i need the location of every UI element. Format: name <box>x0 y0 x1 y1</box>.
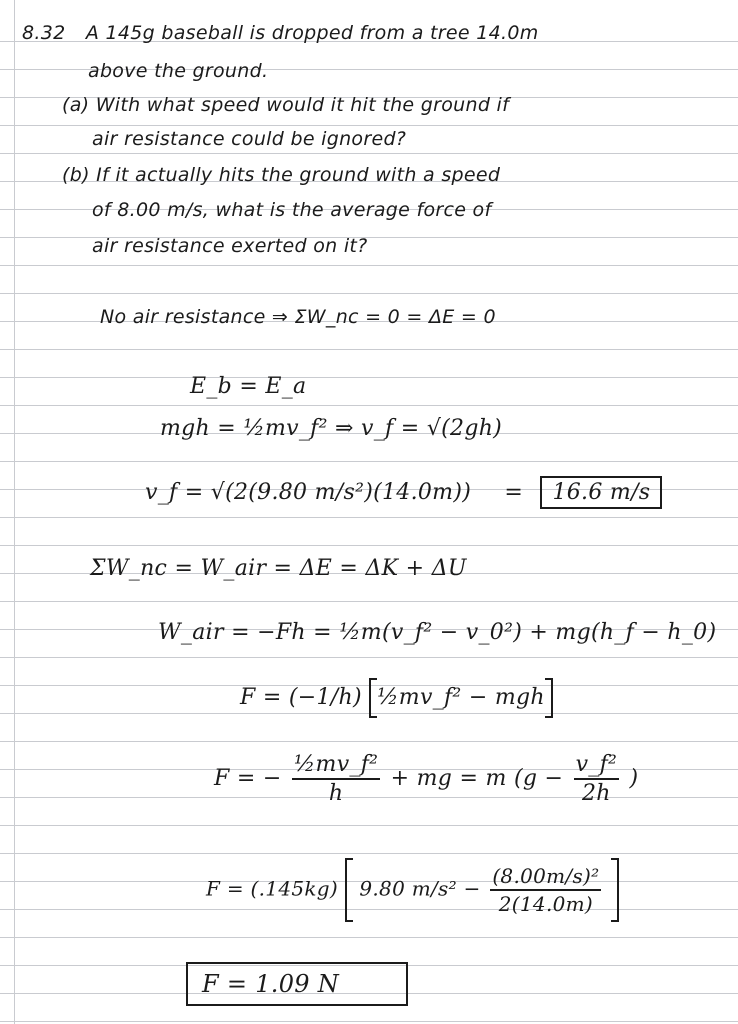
problem-header-line <box>22 22 539 44</box>
force-equation-2 <box>214 752 638 806</box>
w-air-equation: W_air = −Fh = ½m(v_f² − v_0²) + mg(h_f − h_0) <box>158 620 717 645</box>
part-b-line-2: of 8.00 m/s, what is the average force of <box>92 199 492 221</box>
left-bracket <box>345 858 353 922</box>
force-eq3-numerator: (8.00m/s)² <box>492 864 600 888</box>
force-eq2-fraction <box>292 752 380 806</box>
right-bracket <box>611 858 619 922</box>
force-equation-1 <box>240 678 553 718</box>
part-a-line-2: air resistance could be ignored? <box>92 128 407 150</box>
force-eq2-mid: + mg = m <box>390 766 507 791</box>
no-air-resistance-line: No air resistance ⇒ ΣW_nc = 0 = ΔE = 0 <box>100 306 496 328</box>
force-eq3-left: F = (.145kg) <box>206 876 339 901</box>
force-eq1-right: ½mv_f² − mgh <box>377 685 545 710</box>
vf-calculation-line <box>145 480 662 505</box>
force-eq2-paren-right: ) <box>629 766 639 791</box>
part-b-line-1: (b) If it actually hits the ground with a speed <box>62 164 501 186</box>
final-answer-box: F = 1.09 N <box>186 962 408 1006</box>
vf-calculation: v_f = √(2(9.80 m/s²)(14.0m)) <box>145 480 472 505</box>
force-eq3-g: 9.80 m/s² − <box>359 876 481 901</box>
force-eq2-denominator-2: 2h <box>574 778 620 806</box>
left-bracket <box>369 678 377 718</box>
part-a-line-1: (a) With what speed would it hit the ground if <box>62 94 510 116</box>
vf-equals: = <box>504 480 524 505</box>
mgh-equation: mgh = ½mv_f² ⇒ v_f = √(2gh) <box>160 416 503 441</box>
force-eq3-denominator: 2(14.0m) <box>490 889 601 916</box>
force-eq2-numerator: ½mv_f² <box>293 752 379 777</box>
energy-conservation-eq: E_b = E_a <box>190 374 307 399</box>
force-eq2-denominator: h <box>292 778 380 806</box>
work-energy-eq: ΣW_nc = W_air = ΔE = ΔK + ΔU <box>90 556 467 581</box>
force-eq2-paren-left: (g − <box>513 766 564 791</box>
force-eq2-fraction-2 <box>574 752 620 806</box>
problem-number: 8.32 <box>22 22 66 44</box>
problem-line-2: above the ground. <box>88 60 269 82</box>
part-b-line-3: air resistance exerted on it? <box>92 235 368 257</box>
right-bracket <box>545 678 553 718</box>
force-equation-3 <box>206 858 619 922</box>
force-eq2-left: F = − <box>214 766 282 791</box>
margin-line <box>14 0 15 1024</box>
force-eq2-numerator-2: v_f² <box>575 752 618 777</box>
force-eq1-left: F = (−1/h) <box>240 685 362 710</box>
problem-line-1: A 145g baseball is dropped from a tree 14.0m <box>85 22 539 44</box>
force-eq3-fraction <box>490 864 601 916</box>
vf-answer-box: 16.6 m/s <box>540 476 662 509</box>
